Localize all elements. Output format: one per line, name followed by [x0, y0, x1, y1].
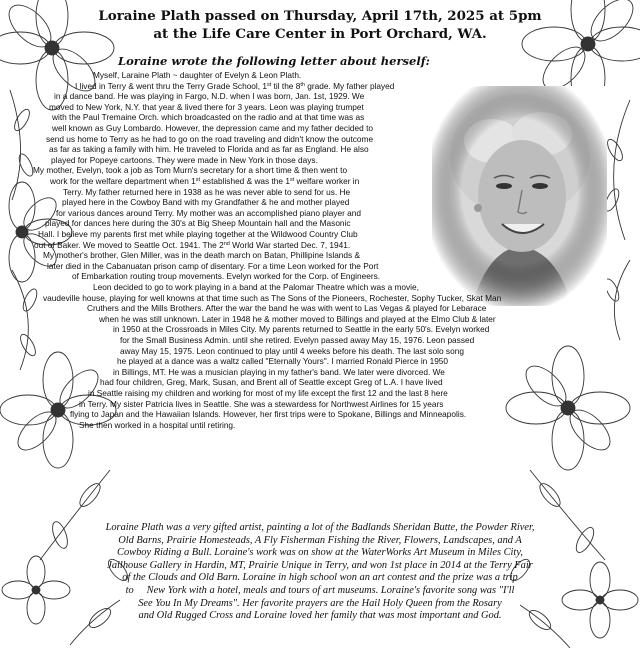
letter-line: when he was still unknown. Later in 1948 he & mother moved to Billings and played at the Elmo Club & later: [99, 313, 496, 324]
letter-line: for the Small Business Admin. until she retired. Evelyn passed away May 15, 1976. Leon passed: [120, 335, 475, 345]
portrait-photo: [432, 86, 607, 306]
tribute-line: and Old Rugged Cross and Loraine loved her family that was most important and God.: [138, 610, 502, 622]
letter-line: Leon decided to go to work playing in a band at the Palomar Theatre which was a movie,: [93, 282, 419, 292]
letter-line: for various dances around Terry. My mother was an accomplished piano player and: [56, 207, 361, 218]
letter-line: Myself, Laraine Plath ~ daughter of Evelyn & Leon Plath.: [93, 70, 302, 80]
letter-line: as far as taking a family with him. He traveled to Florida and as far as England. He also: [49, 144, 369, 155]
letter-line: vaudeville house, playing for well knowns at that time such as The Sons of the Pioneers, Rochester, Sophy Tucker, Skat Man: [43, 292, 502, 303]
letter-line: in 1950 at the Crossroads in Miles City. My parents returned to Seattle in the early 50's. Evelyn worked: [113, 324, 490, 335]
tribute-line: Old Barns, Prairie Homesteads, A Fly Fisherman Fishing the River, Flowers, Landscapes, and A: [118, 534, 522, 546]
headline-line-2: at the Life Care Center in Port Orchard, WA.: [153, 26, 487, 42]
letter-line: had four children, Greg, Mark, Susan, and Brent all of Seattle except Greg of L.A. I have lived: [100, 377, 443, 388]
letter-line: in Terry. My sister Patricia lives in Seattle. She was a stewardess for Northwest Airlines for 15 years: [79, 398, 444, 409]
letter-line: I lived in Terry & went thru the Terry Grade School, 1st til the 8th grade. My father played: [75, 80, 395, 91]
letter-line: She then worked in a hospital until retiring.: [79, 419, 236, 430]
tribute-line: Cowboy Riding a Bull. Loraine's work was on show at the WaterWorks Art Museum in Miles City,: [117, 547, 523, 559]
letter-line: My mother, Evelyn, took a job as Tom Murn's secretary for a short time & then went to: [33, 165, 348, 176]
letter-line: away May 15, 1975. Leon continued to play until 4 weeks before his death. The last solo song: [120, 345, 464, 356]
letter-line: Cruthers and the Mills Brothers. After the war the band he was with went to Las Vegas & played for Lebarace: [87, 303, 487, 314]
tribute-line: Jailhouse Gallery in Hardin, MT, Prairie Unique in Terry, and won 1st place in 2014 at the Terry Fair: [107, 559, 533, 571]
letter-line: well known as Guy Lombardo. However, the depression came and my father decided to: [52, 123, 373, 133]
headline-line-1: Loraine Plath passed on Thursday, April 17th, 2025 at 5pm: [98, 8, 542, 24]
letter-line: played for Popeye cartoons. They were made in New York in those days.: [51, 154, 318, 165]
letter-line: later died in the Cabanuatan prison camp of disentary. For a time Leon worked for the Port: [47, 260, 379, 271]
letter-line: played for dances here during the 30's at Big Sheep Mountain hall and the Masonic: [45, 218, 351, 229]
letter-line: in Seattle raising my children and working for most of my life except the first 12 and the last 8 here: [88, 388, 448, 398]
flower-icon: [506, 346, 630, 470]
letter-line: he played at a dance was a waltz called "Eternally Yours". I married Ronald Pierce in 1950: [117, 356, 449, 367]
letter-line: send us home to Terry as he had to go on the road traveling and didn't know the outcome: [46, 133, 374, 144]
letter-line: Hall. I believe my parents first met while playing together at the Wildwood Country Club: [38, 229, 358, 239]
letter-line: in Billings, MT. He was a musician playing in my father's band. We later were divorced. We: [113, 366, 445, 377]
tribute-line: to New York with a hotel, meals and tours of art museums. Loraine's favorite song was "I'll: [125, 585, 515, 596]
letter-line: flying to Japan and the Hawaiian Islands. However, her first trips were to Spokane, Billings and Minneapolis.: [70, 409, 467, 420]
letter-line: with the Paul Tremaine Orch. which broadcasted on the radio and at that time was as: [52, 112, 365, 123]
letter-intro: Loraine wrote the following letter about herself:: [118, 54, 430, 68]
letter-line: Terry. My father returned here in 1938 as he was never able to send for us. He: [63, 186, 351, 197]
letter-line: My mother's brother, Glen Miller, was in the death march on Batan, Phillipine Islands &: [43, 250, 361, 261]
letter-line: in a dance band. He was playing in Fargo, N.D. when I was born, Jan. 1st, 1929. We: [54, 91, 365, 102]
letter-line: of Embarkation routing troup movements. Evelyn worked for the Corp. of Engineers.: [72, 271, 381, 282]
tribute-line: of the Clouds and Old Barn. Loraine in high school won an art contest and the prize was a trip: [122, 572, 518, 584]
letter-line: work for the welfare department when 1st established & was the 1st welfare worker in: [50, 176, 360, 186]
tribute-line: See You In My Dreams". Her favorite prayers are the Hail Holy Queen from the Rosary: [138, 597, 502, 609]
letter-line: out of Baker. We moved to Seattle Oct. 1941. The 2nd World War started Dec. 7, 1941.: [34, 239, 351, 250]
tribute-line: Loraine Plath was a very gifted artist, painting a lot of the Badlands Sheridan Butte, the Powder River,: [105, 522, 535, 533]
letter-line: played here in the Cowboy Band with my Grandfather & he and mother played: [62, 197, 350, 208]
letter-line: moved to New York, N.Y. that year & lived there for 3 years. Leon was playing trumpet: [49, 101, 364, 112]
